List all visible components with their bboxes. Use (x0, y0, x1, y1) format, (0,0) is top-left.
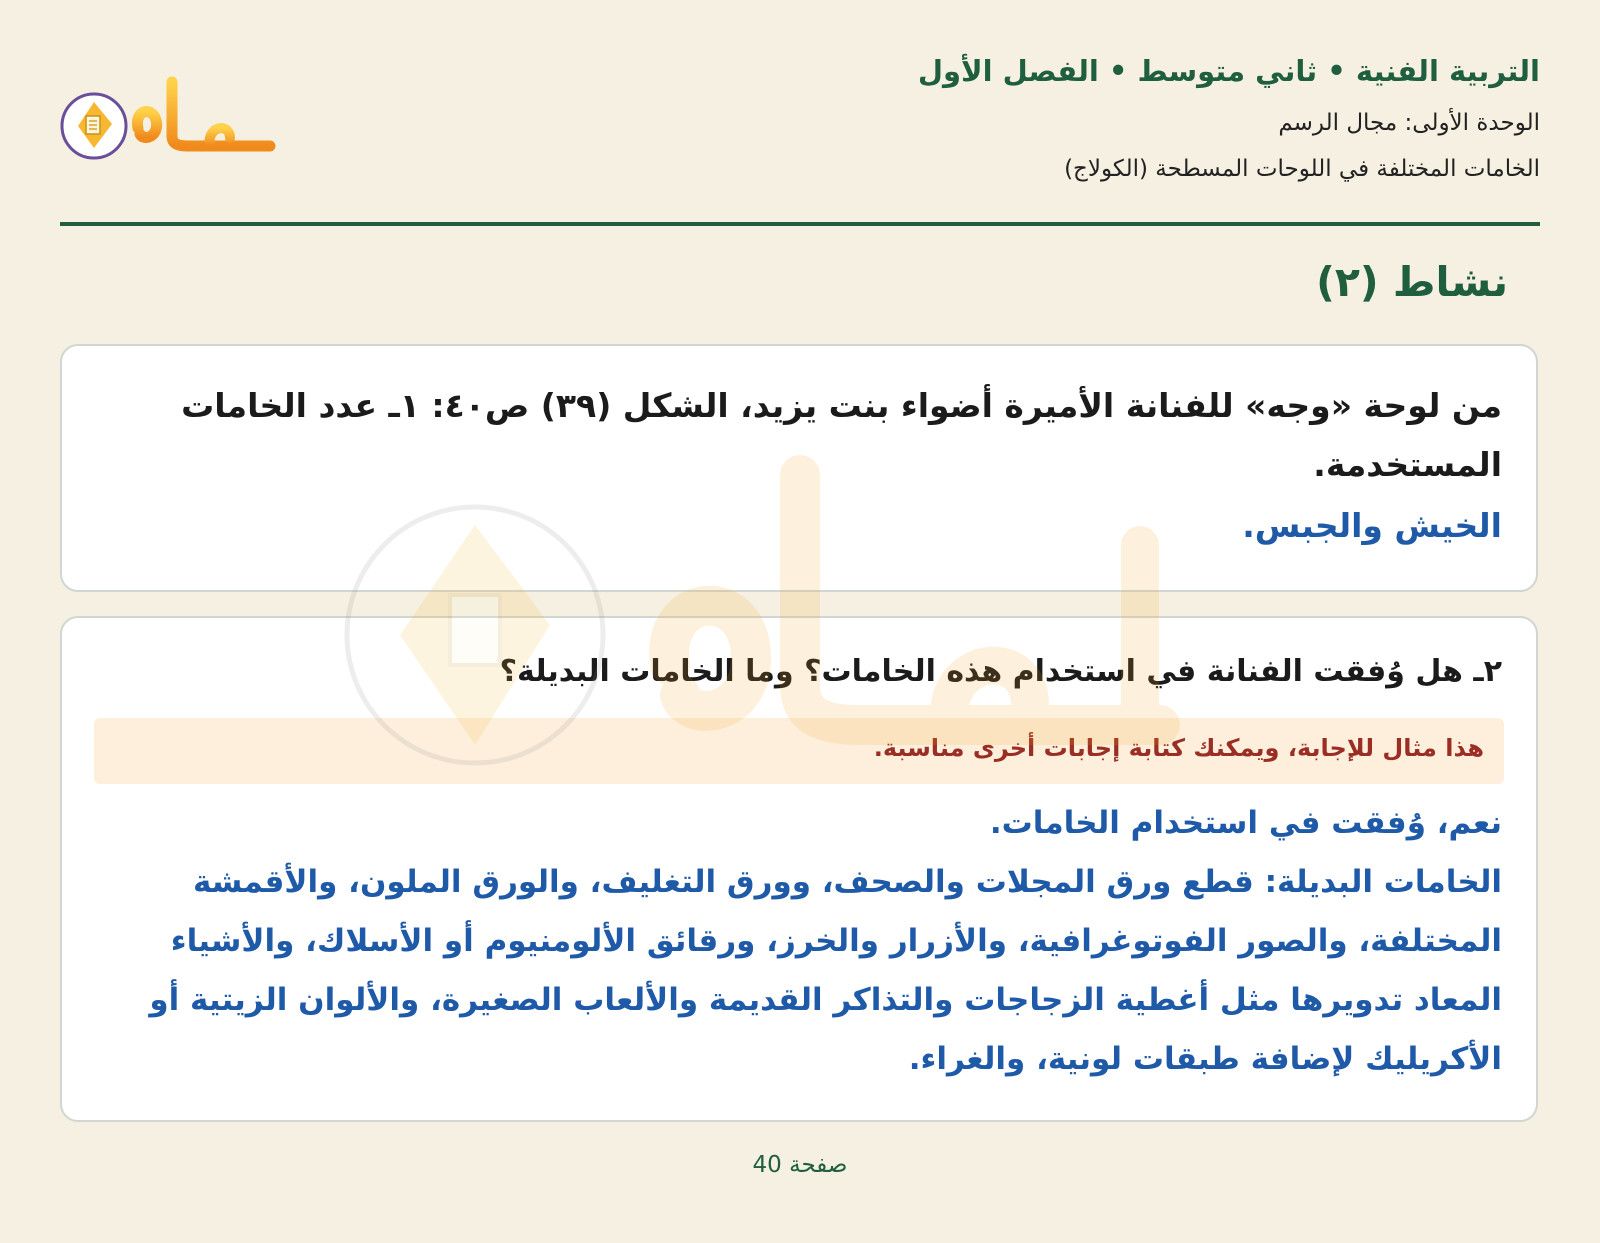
note-text: هذا مثال للإجابة، ويمكنك كتابة إجابات أخرى مناسبة. (873, 734, 1484, 762)
page-number: صفحة 40 (752, 1152, 848, 1178)
hulul-logo (60, 76, 290, 166)
page-header (60, 48, 1540, 226)
subject-title: التربية الفنية • ثاني متوسط • الفصل الأول (917, 54, 1540, 88)
question-1-answer: الخيش والجبس. (1242, 506, 1502, 545)
answer-line-1: نعم، وُفقت في استخدام الخامات. (989, 805, 1502, 841)
question-card-2 (60, 616, 1538, 1122)
question-1-text: من لوحة «وجه» للفنانة الأميرة أضواء بنت يزيد، الشكل (٣٩) ص٤٠: ١ـ عدد الخامات المستخدمة. (181, 386, 1502, 484)
answer-line-2: الخامات البديلة: قطع ورق المجلات والصحف، وورق التغليف، والورق الملون، والأقمشة المختلفة، والصور الفوتوغرافية، والأزرار والخرز، ورقائق الألومنيوم أو الأسلاك، والأشياء المعاد تدويرها مثل أغطية الزجاجات والتذاكر القديمة والألعاب الصغيرة، والألوان الزيتية أو الأكريليك لإضافة طبقات لونية، والغراء. (149, 864, 1502, 1077)
question-2-text: ٢ـ هل وُفقت الفنانة في استخدام هذه الخامات؟ وما الخامات البديلة؟ (499, 654, 1502, 689)
lesson-title: الخامات المختلفة في اللوحات المسطحة (الكولاج) (1064, 156, 1540, 182)
activity-title: نشاط (٢) (1316, 258, 1508, 306)
unit-title: الوحدة الأولى: مجال الرسم (1278, 110, 1540, 136)
question-card-1 (60, 344, 1538, 592)
example-answer-note (94, 718, 1504, 784)
question-2-answer (96, 794, 1502, 1089)
